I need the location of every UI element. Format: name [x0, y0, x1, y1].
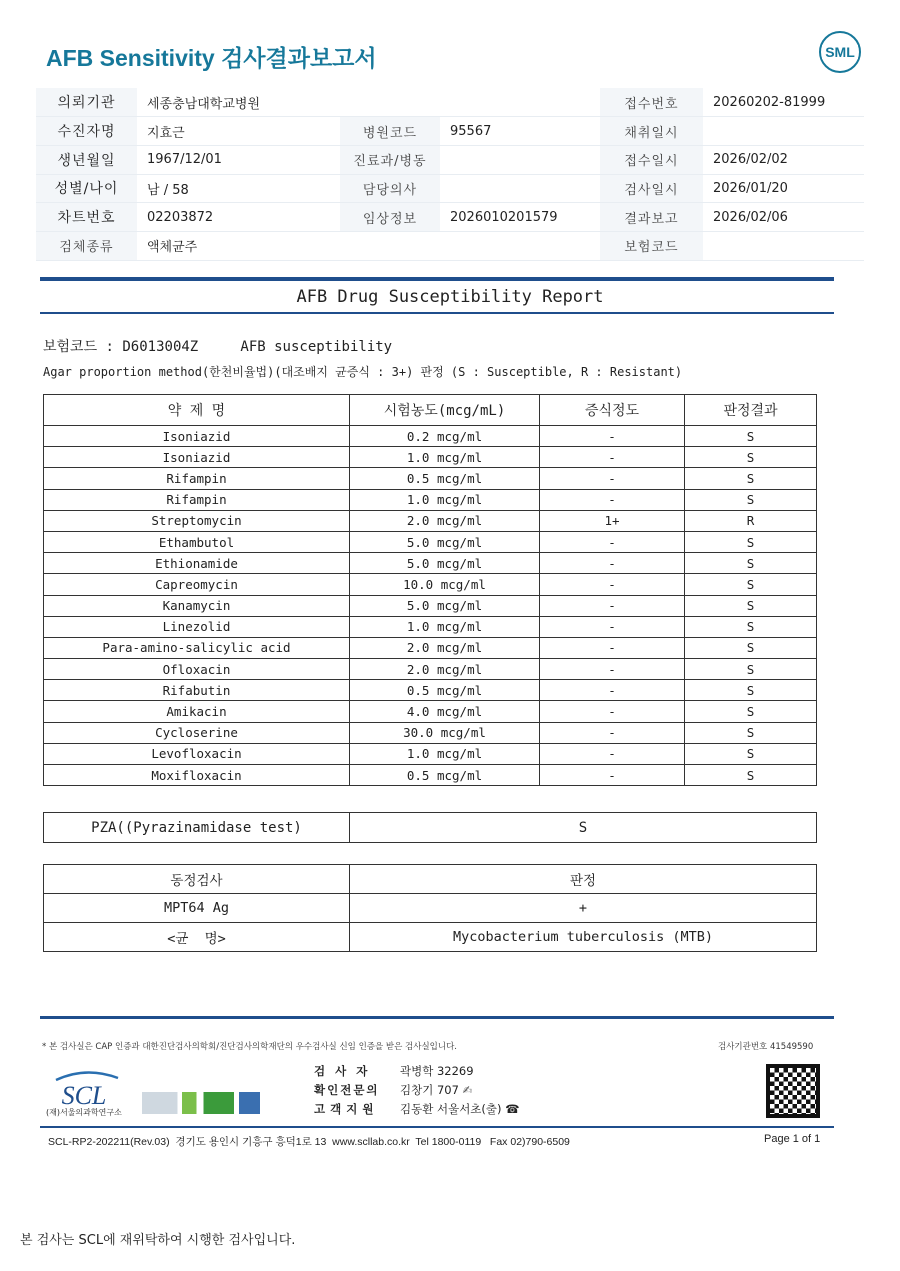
- drug-name: Cycloserine: [44, 722, 350, 743]
- result: S: [685, 701, 817, 722]
- growth-level: -: [540, 701, 685, 722]
- growth-level: -: [540, 680, 685, 701]
- staff-list: 검 사 자 곽병학 32269 확인전문의 김창기 707 ✍ 고객지원 김동환 서울서초(출) ☎: [314, 1062, 519, 1119]
- result: S: [685, 531, 817, 552]
- result: S: [685, 447, 817, 468]
- label: 차트번호: [36, 203, 137, 232]
- label: 병원코드: [340, 117, 440, 146]
- table-row: [44, 489, 817, 510]
- column-header: 동정검사: [44, 865, 350, 894]
- insurance-code-line: 보험코드 : D6013004Z AFB susceptibility: [43, 339, 393, 355]
- label: 생년월일: [36, 145, 137, 174]
- value: 02203872: [137, 203, 340, 232]
- result: R: [685, 510, 817, 531]
- staff-name: 곽병학 32269: [400, 1064, 474, 1078]
- value: 2026/02/02: [703, 145, 864, 174]
- table-row: [44, 468, 817, 489]
- value: [703, 117, 864, 146]
- result: S: [685, 595, 817, 616]
- table-row: [44, 680, 817, 701]
- result: S: [685, 765, 817, 786]
- test-concentration: 1.0 mcg/ml: [350, 616, 540, 637]
- growth-level: -: [540, 553, 685, 574]
- drug-name: Moxifloxacin: [44, 765, 350, 786]
- drug-name: Ethambutol: [44, 531, 350, 552]
- table-row: [44, 637, 817, 658]
- growth-level: -: [540, 616, 685, 637]
- method-line: Agar proportion method(한천비율법)(대조배지 균증식 : 3+) 판정 (S : Susceptible, R : Resistant): [43, 365, 683, 379]
- test-name: MPT64 Ag: [44, 894, 350, 923]
- table-row: [44, 722, 817, 743]
- divider: [40, 312, 834, 314]
- growth-level: -: [540, 595, 685, 616]
- label: 담당의사: [340, 174, 440, 203]
- divider: [40, 1126, 834, 1128]
- divider: [40, 277, 834, 281]
- table-row: [44, 616, 817, 637]
- test-concentration: 4.0 mcg/ml: [350, 701, 540, 722]
- result: S: [685, 574, 817, 595]
- growth-level: -: [540, 574, 685, 595]
- value: 20260202-81999: [703, 88, 864, 117]
- label: 검사일시: [600, 174, 703, 203]
- result: S: [685, 426, 817, 447]
- divider: [40, 1016, 834, 1019]
- result: S: [685, 659, 817, 680]
- result: S: [685, 553, 817, 574]
- growth-level: -: [540, 637, 685, 658]
- growth-level: -: [540, 659, 685, 680]
- referral-note: 본 검사는 SCL에 재위탁하여 시행한 검사입니다.: [20, 1233, 296, 1248]
- drug-name: Isoniazid: [44, 426, 350, 447]
- label: 보험코드: [600, 231, 703, 260]
- drug-name: Isoniazid: [44, 447, 350, 468]
- value: 세종충남대학교병원: [137, 88, 600, 117]
- growth-level: -: [540, 531, 685, 552]
- value: 남 / 58: [137, 174, 340, 203]
- growth-level: -: [540, 426, 685, 447]
- test-concentration: 5.0 mcg/ml: [350, 531, 540, 552]
- growth-level: -: [540, 722, 685, 743]
- table-row: [44, 426, 817, 447]
- test-concentration: 1.0 mcg/ml: [350, 447, 540, 468]
- result: S: [685, 489, 817, 510]
- table-row: [44, 553, 817, 574]
- result: S: [685, 680, 817, 701]
- test-concentration: 2.0 mcg/ml: [350, 510, 540, 531]
- value: 1967/12/01: [137, 145, 340, 174]
- test-concentration: 2.0 mcg/ml: [350, 659, 540, 680]
- label: 임상정보: [340, 203, 440, 232]
- scl-name: (재)서울의과학연구소: [46, 1108, 122, 1117]
- test-concentration: 1.0 mcg/ml: [350, 489, 540, 510]
- growth-level: -: [540, 765, 685, 786]
- accreditation-logos: [142, 1092, 260, 1114]
- table-row: [44, 531, 817, 552]
- growth-level: 1+: [540, 510, 685, 531]
- column-header: 판정결과: [685, 395, 817, 426]
- test-concentration: 0.5 mcg/ml: [350, 680, 540, 701]
- drug-name: Rifampin: [44, 489, 350, 510]
- label: 검체종류: [36, 231, 137, 260]
- growth-level: -: [540, 468, 685, 489]
- pza-value: S: [350, 813, 817, 843]
- result: S: [685, 637, 817, 658]
- table-row: [44, 574, 817, 595]
- column-header: 약 제 명: [44, 395, 350, 426]
- value: 95567: [440, 117, 600, 146]
- label: 수진자명: [36, 117, 137, 146]
- test-result: +: [350, 894, 817, 923]
- drug-name: Rifabutin: [44, 680, 350, 701]
- value: [440, 174, 600, 203]
- column-header: 시험농도(mcg/mL): [350, 395, 540, 426]
- label: 결과보고: [600, 203, 703, 232]
- drug-name: Para-amino-salicylic acid: [44, 637, 350, 658]
- table-row: [44, 701, 817, 722]
- test-concentration: 2.0 mcg/ml: [350, 637, 540, 658]
- value: 액체균주: [137, 231, 600, 260]
- staff-name: 김동환 서울서초(출) ☎: [400, 1102, 520, 1116]
- label: 접수일시: [600, 145, 703, 174]
- label: 채취일시: [600, 117, 703, 146]
- test-concentration: 0.5 mcg/ml: [350, 765, 540, 786]
- drug-name: Streptomycin: [44, 510, 350, 531]
- sml-logo: [818, 30, 862, 74]
- test-name: <균 명>: [44, 923, 350, 952]
- label: 의뢰기관: [36, 88, 137, 117]
- staff-role: 고객지원: [314, 1102, 379, 1116]
- result: S: [685, 722, 817, 743]
- pza-label: PZA((Pyrazinamidase test): [44, 813, 350, 843]
- certification-note: * 본 검사실은 CAP 인증과 대한진단검사의학회/진단검사의학재단의 우수검사실 신임 인증을 받은 검사실입니다.: [42, 1042, 457, 1052]
- test-concentration: 10.0 mcg/ml: [350, 574, 540, 595]
- test-concentration: 5.0 mcg/ml: [350, 553, 540, 574]
- test-result: Mycobacterium tuberculosis (MTB): [350, 923, 817, 952]
- footer-address: SCL-RP2-202211(Rev.03) 경기도 용인시 기흥구 흥덕1로 13 www.scllab.co.kr Tel 1800-0119 Fax 02)790-6509: [48, 1136, 570, 1148]
- page-number: Page 1 of 1: [764, 1133, 821, 1145]
- drug-name: Ethionamide: [44, 553, 350, 574]
- drug-name: Kanamycin: [44, 595, 350, 616]
- label: 성별/나이: [36, 174, 137, 203]
- result: S: [685, 468, 817, 489]
- value: 2026/01/20: [703, 174, 864, 203]
- value: [703, 231, 864, 260]
- svg-text:SML: SML: [825, 44, 855, 60]
- test-concentration: 30.0 mcg/ml: [350, 722, 540, 743]
- table-row: [44, 659, 817, 680]
- drug-name: Levofloxacin: [44, 743, 350, 764]
- result: S: [685, 616, 817, 637]
- table-row: [44, 595, 817, 616]
- value: 2026/02/06: [703, 203, 864, 232]
- report-title: AFB Drug Susceptibility Report: [296, 287, 604, 307]
- test-concentration: 1.0 mcg/ml: [350, 743, 540, 764]
- growth-level: -: [540, 489, 685, 510]
- value: 2026010201579: [440, 203, 600, 232]
- drug-name: Capreomycin: [44, 574, 350, 595]
- test-concentration: 0.5 mcg/ml: [350, 468, 540, 489]
- drug-name: Ofloxacin: [44, 659, 350, 680]
- table-row: [44, 447, 817, 468]
- susceptibility-table: [43, 394, 817, 786]
- column-header: 증식정도: [540, 395, 685, 426]
- drug-name: Rifampin: [44, 468, 350, 489]
- label: 진료과/병동: [340, 145, 440, 174]
- growth-level: -: [540, 743, 685, 764]
- staff-name: 김창기 707: [400, 1083, 459, 1097]
- table-row: [44, 510, 817, 531]
- result: S: [685, 743, 817, 764]
- growth-level: -: [540, 447, 685, 468]
- org-number: 검사기관번호 41549590: [718, 1042, 814, 1052]
- drug-name: Linezolid: [44, 616, 350, 637]
- column-header: 판정: [350, 865, 817, 894]
- drug-name: Amikacin: [44, 701, 350, 722]
- pza-table: [43, 812, 817, 843]
- table-row: [44, 765, 817, 786]
- qr-code: [766, 1064, 820, 1118]
- staff-role: 확인전문의: [314, 1083, 380, 1097]
- table-row: [44, 743, 817, 764]
- label: 접수번호: [600, 88, 703, 117]
- value: 지효근: [137, 117, 340, 146]
- identification-table: [43, 864, 817, 952]
- svg-text:SCL: SCL: [61, 1081, 107, 1110]
- patient-info-table: [36, 88, 864, 261]
- test-concentration: 0.2 mcg/ml: [350, 426, 540, 447]
- value: [440, 145, 600, 174]
- page-title: AFB Sensitivity 검사결과보고서: [46, 45, 377, 71]
- staff-role: 검 사 자: [314, 1064, 371, 1078]
- test-concentration: 5.0 mcg/ml: [350, 595, 540, 616]
